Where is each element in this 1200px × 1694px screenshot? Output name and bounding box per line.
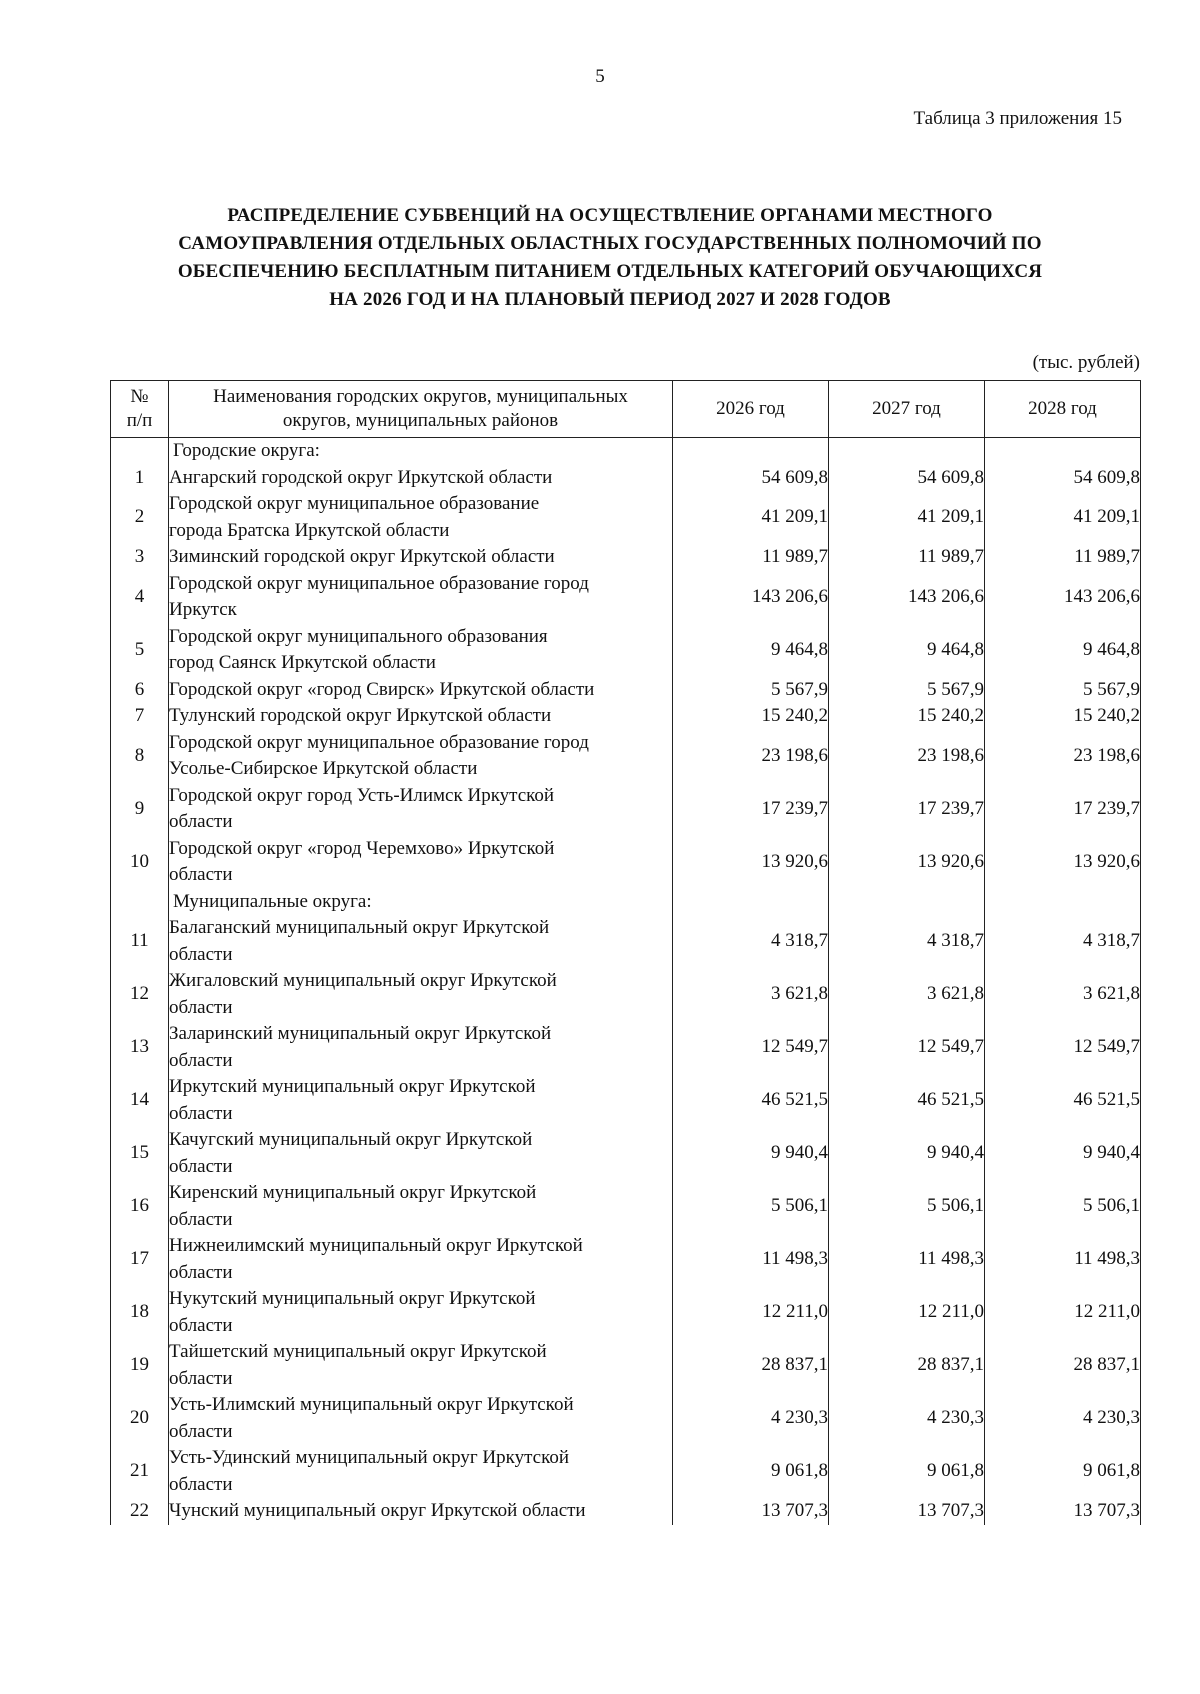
title-line: РАСПРЕДЕЛЕНИЕ СУБВЕНЦИЙ НА ОСУЩЕСТВЛЕНИЕ ОРГАНАМИ МЕСТНОГО (227, 205, 993, 226)
row-number: 21 (111, 1445, 169, 1498)
table-row (111, 1233, 1141, 1286)
row-name-line: Городской округ муниципального образования (169, 625, 548, 647)
row-name (169, 1445, 673, 1498)
row-value-2028: 3 621,8 (985, 968, 1141, 1021)
row-number: 20 (111, 1392, 169, 1445)
row-name-line: Городской округ «город Черемхово» Иркутской (169, 837, 555, 859)
row-name-line: Иркутск (169, 599, 237, 620)
row-name-line: Тулунский городской округ Иркутской области (169, 705, 552, 726)
row-value-2026: 12 211,0 (673, 1286, 829, 1339)
row-value-2027: 13 707,3 (829, 1498, 985, 1525)
row-value-2027: 4 230,3 (829, 1392, 985, 1445)
row-value-2026: 9 061,8 (673, 1445, 829, 1498)
row-value-2026: 28 837,1 (673, 1339, 829, 1392)
table-row (111, 783, 1141, 836)
row-value-2026: 15 240,2 (673, 703, 829, 730)
row-name-line: города Братска Иркутской области (169, 519, 450, 541)
table-row (111, 491, 1141, 544)
page-number: 5 (595, 66, 605, 87)
row-value-2026: 5 506,1 (673, 1180, 829, 1233)
row-name-line: город Саянск Иркутской области (169, 652, 436, 673)
group-label: Городские округа: (169, 438, 673, 465)
row-name (169, 1339, 673, 1392)
row-value-2027: 143 206,6 (829, 571, 985, 624)
table-row (111, 1339, 1141, 1392)
row-value-2026: 12 549,7 (673, 1021, 829, 1074)
document-title (120, 202, 1100, 314)
table-row (111, 1392, 1141, 1445)
row-value-2027: 5 506,1 (829, 1180, 985, 1233)
table-row (111, 915, 1141, 968)
row-value-2028: 9 464,8 (985, 624, 1141, 677)
row-number: 16 (111, 1180, 169, 1233)
row-value-2027: 3 621,8 (829, 968, 985, 1021)
header-2026: 2026 год (673, 381, 829, 438)
table-row (111, 544, 1141, 571)
table-group-row (111, 889, 1141, 916)
row-value-2026: 4 230,3 (673, 1392, 829, 1445)
table-row (111, 1074, 1141, 1127)
row-number: 4 (111, 571, 169, 624)
row-name-line: Нукутский муниципальный округ Иркутской (169, 1288, 536, 1309)
row-number: 3 (111, 544, 169, 571)
row-name-line: области (169, 943, 233, 965)
row-name-line: Усолье-Сибирское Иркутской области (169, 758, 478, 779)
row-name (169, 1021, 673, 1074)
row-value-2028: 54 609,8 (985, 465, 1141, 492)
table-header-row (111, 381, 1141, 438)
table-row (111, 677, 1141, 704)
row-value-2027: 41 209,1 (829, 491, 985, 544)
row-value-2028: 12 211,0 (985, 1286, 1141, 1339)
row-name-line: области (169, 864, 233, 885)
row-name (169, 1286, 673, 1339)
row-value-2028: 46 521,5 (985, 1074, 1141, 1127)
row-value-2028: 28 837,1 (985, 1339, 1141, 1392)
row-value-2027: 17 239,7 (829, 783, 985, 836)
row-name (169, 730, 673, 783)
table-row (111, 836, 1141, 889)
header-number: № п/п (111, 381, 169, 438)
row-value-2028: 143 206,6 (985, 571, 1141, 624)
row-number: 8 (111, 730, 169, 783)
row-name-line: Городской округ муниципальное образование (169, 493, 540, 514)
row-name-line: Городской округ муниципальное образование город (169, 572, 589, 594)
header-2027: 2027 год (829, 381, 985, 438)
row-number: 5 (111, 624, 169, 677)
row-name-line: Усть-Удинский муниципальный округ Иркутской (169, 1447, 570, 1468)
group-label: Муниципальные округа: (169, 889, 673, 916)
row-value-2028 (985, 889, 1141, 916)
table-row (111, 968, 1141, 1021)
row-value-2027: 12 211,0 (829, 1286, 985, 1339)
row-value-2028: 11 498,3 (985, 1233, 1141, 1286)
row-number: 22 (111, 1498, 169, 1525)
row-number: 1 (111, 465, 169, 492)
row-value-2027: 9 940,4 (829, 1127, 985, 1180)
row-name (169, 1074, 673, 1127)
table-row (111, 1127, 1141, 1180)
row-name (169, 677, 673, 704)
row-value-2027: 15 240,2 (829, 703, 985, 730)
row-name-line: области (169, 1367, 233, 1389)
row-number: 17 (111, 1233, 169, 1286)
row-value-2028: 13 707,3 (985, 1498, 1141, 1525)
row-value-2026: 143 206,6 (673, 571, 829, 624)
row-value-2028: 13 920,6 (985, 836, 1141, 889)
row-value-2028: 9 061,8 (985, 1445, 1141, 1498)
row-number: 19 (111, 1339, 169, 1392)
row-value-2027: 9 061,8 (829, 1445, 985, 1498)
row-name (169, 968, 673, 1021)
row-value-2028: 4 318,7 (985, 915, 1141, 968)
row-name-line: Городской округ муниципальное образование город (169, 731, 589, 753)
row-number: 18 (111, 1286, 169, 1339)
row-value-2027: 5 567,9 (829, 677, 985, 704)
row-value-2026: 9 464,8 (673, 624, 829, 677)
row-name-line: Нижнеилимский муниципальный округ Иркутской (169, 1235, 583, 1256)
row-number: 7 (111, 703, 169, 730)
row-value-2026: 3 621,8 (673, 968, 829, 1021)
row-value-2026: 5 567,9 (673, 677, 829, 704)
table-row (111, 1445, 1141, 1498)
row-value-2026: 13 920,6 (673, 836, 829, 889)
row-name-line: области (169, 1473, 233, 1495)
row-value-2028: 41 209,1 (985, 491, 1141, 544)
row-value-2026: 11 498,3 (673, 1233, 829, 1286)
table-row (111, 1286, 1141, 1339)
table-row (111, 465, 1141, 492)
table-body (111, 438, 1141, 1525)
row-value-2027: 46 521,5 (829, 1074, 985, 1127)
table-row (111, 703, 1141, 730)
row-number: 12 (111, 968, 169, 1021)
row-name (169, 703, 673, 730)
row-name (169, 1233, 673, 1286)
row-value-2026: 4 318,7 (673, 915, 829, 968)
table-row (111, 1498, 1141, 1525)
row-name-line: области (169, 1420, 233, 1442)
row-value-2026 (673, 889, 829, 916)
row-name (169, 783, 673, 836)
row-value-2027 (829, 438, 985, 465)
row-name-line: Киренский муниципальный округ Иркутской (169, 1182, 537, 1203)
row-name (169, 836, 673, 889)
row-name-line: Балаганский муниципальный округ Иркутской (169, 917, 550, 938)
row-value-2028: 15 240,2 (985, 703, 1141, 730)
row-value-2026: 11 989,7 (673, 544, 829, 571)
row-name-line: области (169, 1208, 233, 1230)
header-2028: 2028 год (985, 381, 1141, 438)
row-value-2028: 5 567,9 (985, 677, 1141, 704)
row-number: 15 (111, 1127, 169, 1180)
row-name-line: области (169, 1314, 233, 1336)
row-value-2027: 9 464,8 (829, 624, 985, 677)
row-name (169, 1498, 673, 1525)
row-value-2026: 41 209,1 (673, 491, 829, 544)
row-name-line: области (169, 1102, 233, 1124)
row-name-line: области (169, 1155, 233, 1177)
row-value-2026: 17 239,7 (673, 783, 829, 836)
row-value-2028: 4 230,3 (985, 1392, 1141, 1445)
row-name-line: Иркутский муниципальный округ Иркутской (169, 1076, 536, 1097)
row-name-line: области (169, 996, 233, 1018)
row-value-2027: 54 609,8 (829, 465, 985, 492)
row-name-line: Жигаловский муниципальный округ Иркутской (169, 970, 557, 991)
row-name-line: Заларинский муниципальный округ Иркутской (169, 1023, 552, 1044)
row-name-line: Чунский муниципальный округ Иркутской области (169, 1500, 586, 1521)
table-row (111, 571, 1141, 624)
row-value-2027: 11 989,7 (829, 544, 985, 571)
row-number: 10 (111, 836, 169, 889)
row-value-2028: 12 549,7 (985, 1021, 1141, 1074)
row-number: 9 (111, 783, 169, 836)
row-name (169, 1127, 673, 1180)
row-value-2027 (829, 889, 985, 916)
row-name (169, 624, 673, 677)
table-group-row (111, 438, 1141, 465)
row-name (169, 1180, 673, 1233)
row-name-line: Ангарский городской округ Иркутской области (169, 466, 553, 488)
row-value-2026 (673, 438, 829, 465)
row-name-line: Тайшетский муниципальный округ Иркутской (169, 1341, 547, 1362)
row-number: 11 (111, 915, 169, 968)
row-value-2027: 4 318,7 (829, 915, 985, 968)
row-name-line: области (169, 811, 233, 832)
row-name-line: Городской округ город Усть-Илимск Иркутской (169, 784, 555, 806)
row-value-2028: 5 506,1 (985, 1180, 1141, 1233)
row-value-2026: 13 707,3 (673, 1498, 829, 1525)
row-name-line: области (169, 1049, 233, 1071)
row-name-line: области (169, 1261, 233, 1283)
units-label: (тыс. рублей) (1032, 352, 1140, 373)
row-number (111, 438, 169, 465)
row-value-2026: 9 940,4 (673, 1127, 829, 1180)
row-value-2027: 13 920,6 (829, 836, 985, 889)
row-name (169, 571, 673, 624)
row-name (169, 465, 673, 492)
title-line: НА 2026 ГОД И НА ПЛАНОВЫЙ ПЕРИОД 2027 И 2028 ГОДОВ (329, 289, 891, 310)
row-number: 6 (111, 677, 169, 704)
header-name: Наименования городских округов, муниципальных округов, муниципальных районов (169, 381, 673, 438)
title-line: ОБЕСПЕЧЕНИЮ БЕСПЛАТНЫМ ПИТАНИЕМ ОТДЕЛЬНЫХ КАТЕГОРИЙ ОБУЧАЮЩИХСЯ (177, 261, 1043, 282)
row-name (169, 491, 673, 544)
subsidy-table (110, 380, 1141, 1525)
row-name (169, 915, 673, 968)
row-value-2027: 11 498,3 (829, 1233, 985, 1286)
row-name-line: Городской округ «город Свирск» Иркутской области (169, 678, 595, 700)
row-value-2028: 17 239,7 (985, 783, 1141, 836)
title-line: САМОУПРАВЛЕНИЯ ОТДЕЛЬНЫХ ОБЛАСТНЫХ ГОСУДАРСТВЕННЫХ ПОЛНОМОЧИЙ ПО (178, 233, 1042, 254)
row-number (111, 889, 169, 916)
row-number: 14 (111, 1074, 169, 1127)
row-value-2026: 23 198,6 (673, 730, 829, 783)
row-value-2026: 46 521,5 (673, 1074, 829, 1127)
row-value-2028: 9 940,4 (985, 1127, 1141, 1180)
row-value-2027: 23 198,6 (829, 730, 985, 783)
row-number: 13 (111, 1021, 169, 1074)
row-name-line: Зиминский городской округ Иркутской области (169, 546, 555, 567)
row-value-2026: 54 609,8 (673, 465, 829, 492)
row-value-2027: 28 837,1 (829, 1339, 985, 1392)
table-row (111, 1180, 1141, 1233)
row-value-2028: 11 989,7 (985, 544, 1141, 571)
annex-label: Таблица 3 приложения 15 (913, 108, 1122, 129)
row-value-2027: 12 549,7 (829, 1021, 985, 1074)
row-name-line: Усть-Илимский муниципальный округ Иркутской (169, 1394, 574, 1415)
row-value-2028: 23 198,6 (985, 730, 1141, 783)
row-name (169, 544, 673, 571)
table-row (111, 1021, 1141, 1074)
table-row (111, 730, 1141, 783)
row-value-2028 (985, 438, 1141, 465)
row-name (169, 1392, 673, 1445)
row-number: 2 (111, 491, 169, 544)
table-row (111, 624, 1141, 677)
row-name-line: Качугский муниципальный округ Иркутской (169, 1129, 533, 1150)
